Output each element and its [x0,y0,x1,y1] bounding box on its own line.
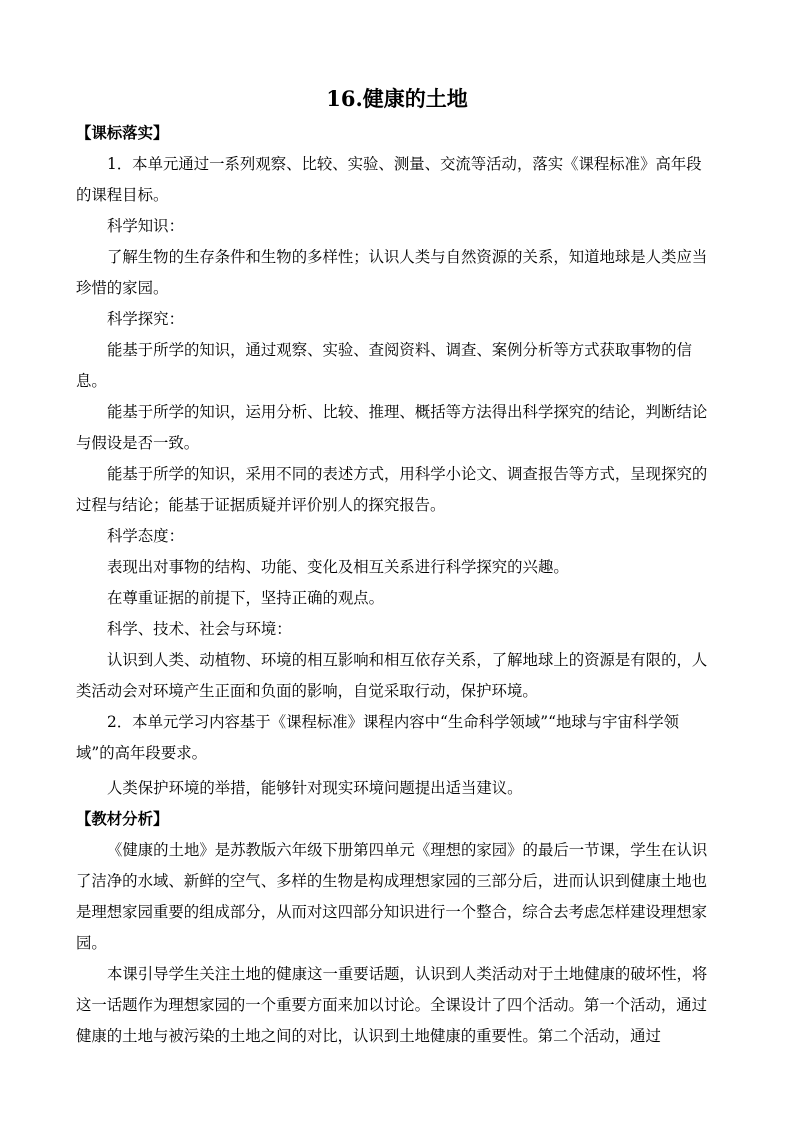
paragraph: 《健康的土地》是苏教版六年级下册第四单元《理想的家园》的最后一节课，学生在认识了洁净的水域、新鲜的空气、多样的生物是构成理想家园的三部分后，进而认识到健康土地也是理想家园重要的组成部分，从而对这四部分知识进行一个整合，综合去考虑怎样建设理想家园。 [76,841,708,952]
subheading-inquiry: 科学探究： [107,310,184,328]
document-title: 16.健康的土地 [326,86,468,111]
section-heading-textbook-analysis: 【教材分析】 [76,810,169,828]
paragraph: 人类保护环境的举措，能够针对现实环境问题提出适当建议。 [107,779,523,797]
subheading-attitude: 科学态度： [107,527,184,545]
subheading-knowledge: 科学知识： [107,217,184,235]
section-heading-curriculum: 【课标落实】 [76,124,169,142]
paragraph: 能基于所学的知识，运用分析、比较、推理、概括等方法得出科学探究的结论，判断结论与假设是否一致。 [76,403,708,452]
paragraph: 表现出对事物的结构、功能、变化及相互关系进行科学探究的兴趣。 [107,558,569,576]
paragraph: 认识到人类、动植物、环境的相互影响和相互依存关系，了解地球上的资源是有限的，人类活动会对环境产生正面和负面的影响，自觉采取行动，保护环境。 [76,651,708,700]
paragraph: 本课引导学生关注土地的健康这一重要话题，认识到人类活动对于土地健康的破坏性，将这一话题作为理想家园的一个重要方面来加以讨论。全课设计了四个活动。第一个活动，通过健康的土地与被污染的土地之间的对比，认识到土地健康的重要性。第二个活动，通过 [76,965,708,1045]
paragraph: 在尊重证据的前提下，坚持正确的观点。 [107,589,385,607]
subheading-sts: 科学、技术、社会与环境： [107,620,292,638]
paragraph: 能基于所学的知识，采用不同的表述方式，用科学小论文、调查报告等方式，呈现探究的过程与结论；能基于证据质疑并评价别人的探究报告。 [76,465,708,514]
document-body [76,118,716,1052]
paragraph: 能基于所学的知识，通过观察、实验、查阅资料、调查、案例分析等方式获取事物的信息。 [76,341,692,390]
paragraph: 了解生物的生存条件和生物的多样性；认识人类与自然资源的关系，知道地球是人类应当珍惜的家园。 [76,248,708,297]
paragraph: 2．本单元学习内容基于《课程标准》课程内容中“生命科学领域”“地球与宇宙科学领域”的高年段要求。 [76,713,680,762]
paragraph: 1．本单元通过一系列观察、比较、实验、测量、交流等活动，落实《课程标准》高年段的课程目标。 [76,155,702,204]
